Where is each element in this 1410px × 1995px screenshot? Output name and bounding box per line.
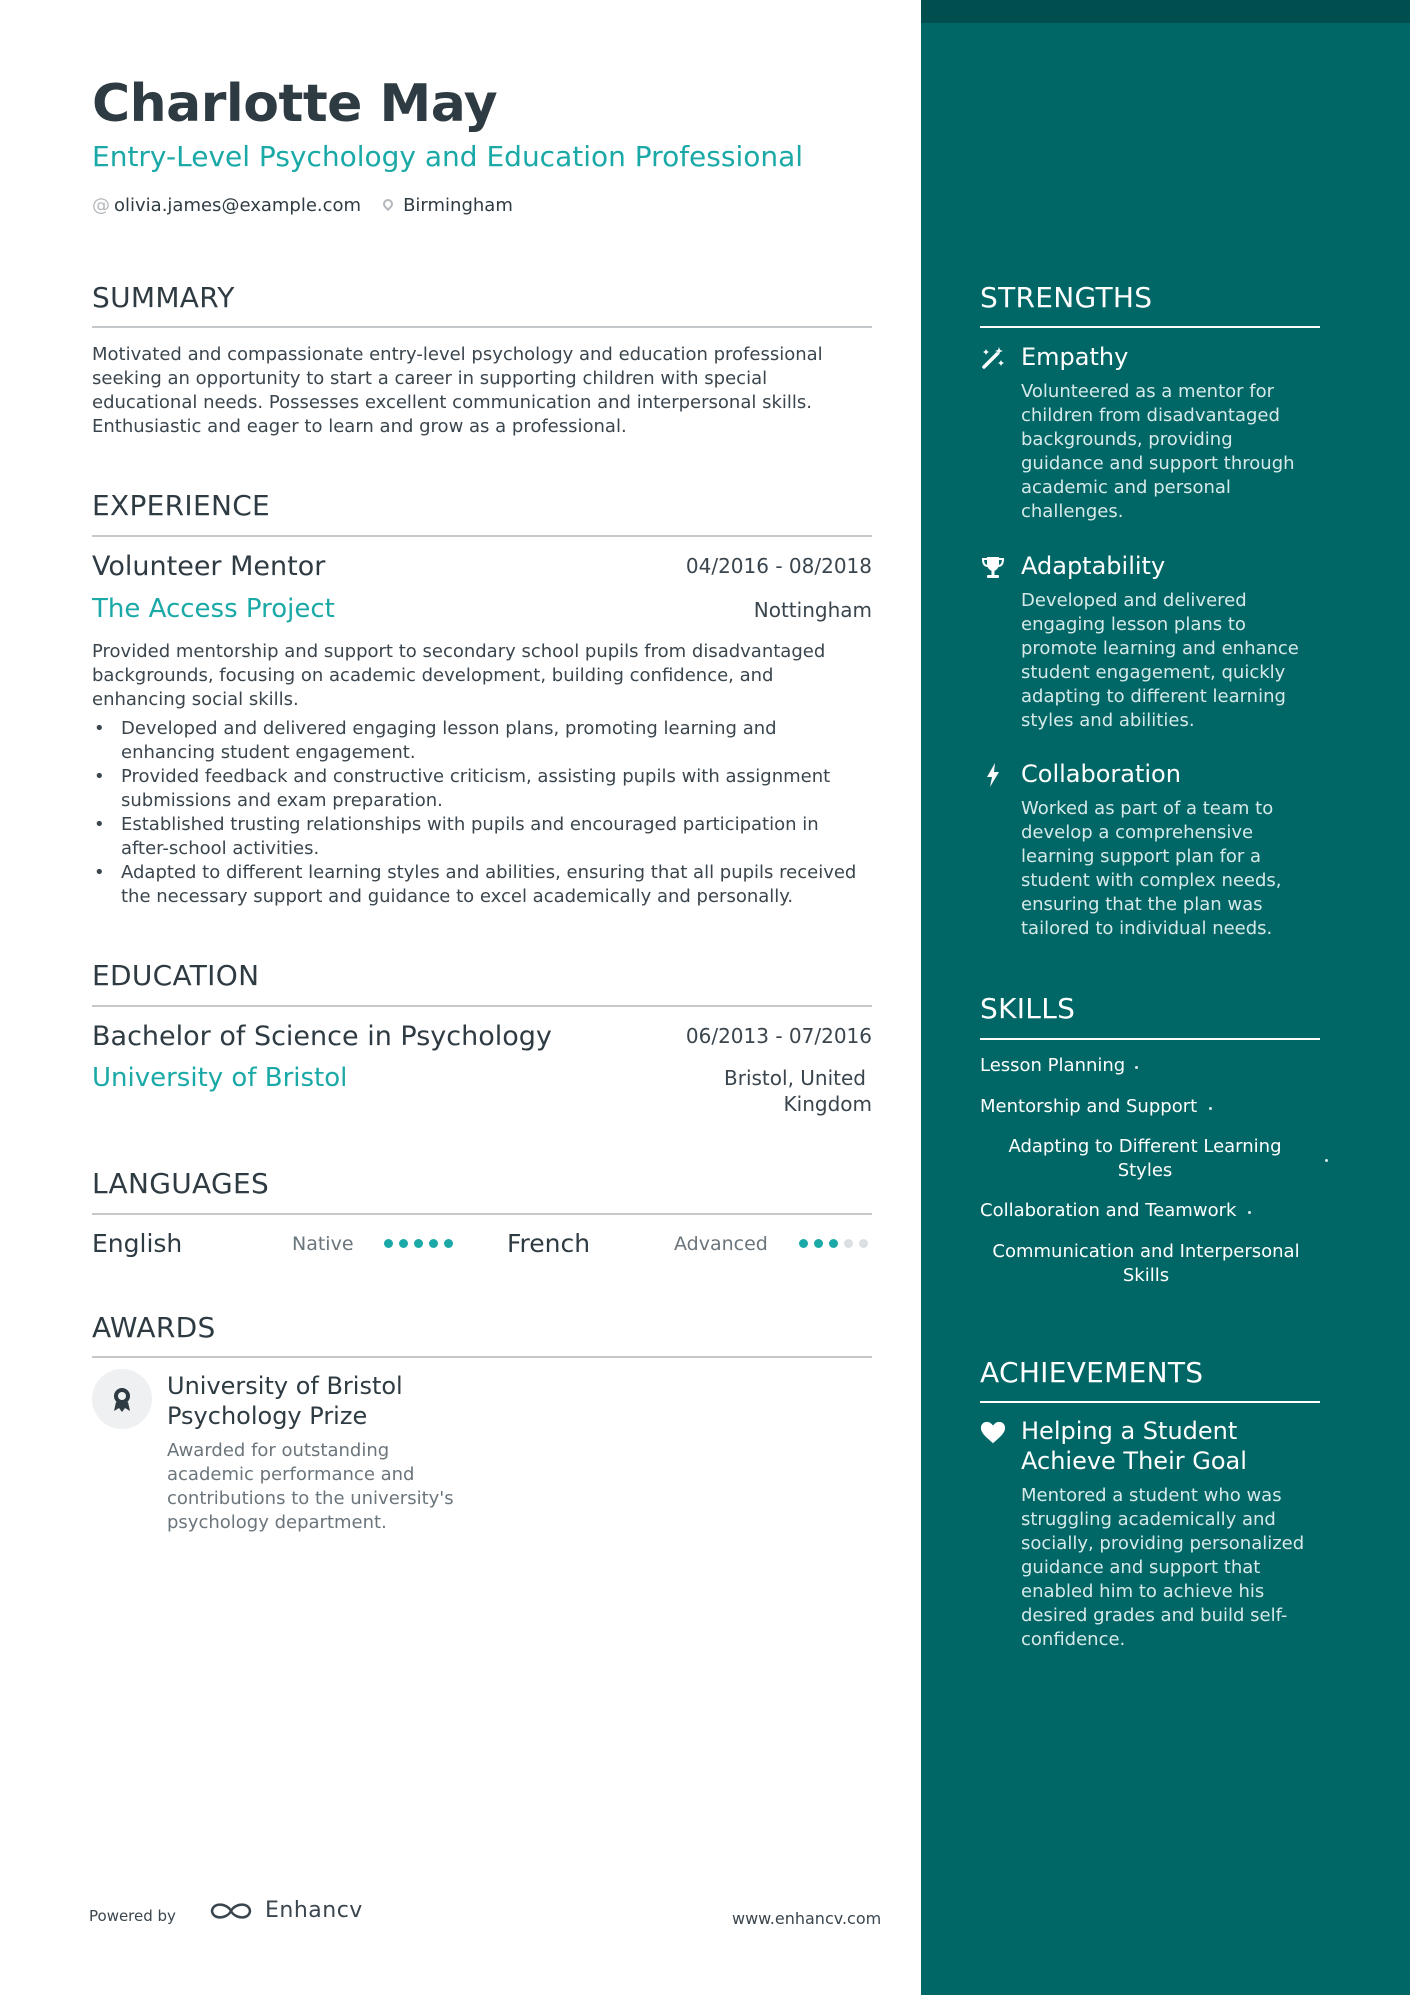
education-heading: EDUCATION	[92, 959, 260, 992]
footer-url[interactable]: www.enhancv.com	[732, 1909, 882, 1928]
contact-location: Birmingham	[403, 195, 513, 216]
skill-item: Mentorship and Support	[980, 1096, 1198, 1117]
awards-divider	[92, 1356, 872, 1358]
skill-item: Communication and Interpersonal Skills	[992, 1241, 1300, 1286]
strengths-heading: STRENGTHS	[980, 281, 1153, 314]
job-bullet: • Adapted to different learning styles and abilities, ensuring that all pupils received the necessary support and guidance to excel academically and personally.	[92, 861, 872, 909]
job-company: The Access Project	[92, 594, 335, 624]
rating-dot-filled	[799, 1239, 808, 1248]
experience-divider	[92, 535, 872, 537]
experience-heading: EXPERIENCE	[92, 489, 271, 522]
candidate-title: Entry-Level Psychology and Education Professional	[92, 140, 804, 173]
heart-icon	[980, 1420, 1006, 1446]
strength-title: Collaboration	[1021, 760, 1181, 788]
rating-dot-empty	[859, 1239, 868, 1248]
skill-separator-dot	[1135, 1066, 1138, 1069]
infinity-logo-icon	[207, 1899, 255, 1923]
strength-description: Volunteered as a mentor for children from disadvantaged backgrounds, providing guidance and support through academic and personal challenges.	[1021, 381, 1295, 522]
education-location-line2: Kingdom	[783, 1092, 872, 1116]
rating-dot-filled	[829, 1239, 838, 1248]
rating-dot-filled	[384, 1239, 393, 1248]
trophy-icon	[980, 554, 1006, 580]
summary-heading: SUMMARY	[92, 281, 235, 314]
education-location	[724, 1065, 872, 1117]
magic-wand-icon	[980, 345, 1006, 371]
job-bullet: • Established trusting relationships with pupils and encouraged participation in after-school activities.	[92, 813, 872, 861]
rating-dot-filled	[814, 1239, 823, 1248]
sidebar-top-band	[921, 0, 1410, 23]
rating-dot-filled	[399, 1239, 408, 1248]
education-divider	[92, 1005, 872, 1007]
skill-separator-dot	[1248, 1211, 1251, 1214]
language-name-french: French	[507, 1229, 591, 1258]
achievements-heading: ACHIEVEMENTS	[980, 1356, 1204, 1389]
medal-icon	[110, 1385, 134, 1413]
strengths-divider	[980, 326, 1320, 328]
rating-dot-filled	[429, 1239, 438, 1248]
education-location-line1: Bristol, United	[724, 1066, 866, 1090]
job-dates: 04/2016 - 08/2018	[685, 554, 872, 578]
footer-powered-by: Powered by	[89, 1907, 176, 1925]
contact-email[interactable]: olivia.james@example.com	[114, 195, 362, 216]
achievement-description: Mentored a student who was struggling academically and socially, providing personalized guidance and support that enabled him to achieve his desired grades and build self-confidence.	[1021, 1485, 1305, 1650]
awards-heading: AWARDS	[92, 1311, 216, 1344]
education-school: University of Bristol	[92, 1063, 348, 1093]
job-bullet: • Provided feedback and constructive criticism, assisting pupils with assignment submissions and exam preparation.	[92, 765, 872, 813]
language-rating-french	[799, 1239, 868, 1248]
candidate-name: Charlotte May	[92, 74, 498, 134]
job-location: Nottingham	[753, 598, 872, 622]
strength-description: Worked as part of a team to develop a comprehensive learning support plan for a student with complex needs, ensuring that the plan was tailored to individual needs.	[1021, 798, 1282, 939]
skill-separator-dot	[1325, 1159, 1328, 1162]
language-level-english: Native	[292, 1233, 354, 1255]
strength-title: Adaptability	[1021, 552, 1166, 580]
achievement-title: Helping a Student Achieve Their Goal	[1021, 1417, 1247, 1475]
job-bullet-list	[92, 717, 872, 909]
education-dates: 06/2013 - 07/2016	[685, 1024, 872, 1048]
strength-description: Developed and delivered engaging lesson plans to promote learning and enhance student engagement, quickly adapting to different learning styles and abilities.	[1021, 590, 1299, 731]
enhancv-logo[interactable]	[207, 1898, 363, 1923]
award-description: Awarded for outstanding academic performance and contributions to the university's psychology department.	[167, 1440, 454, 1533]
job-description: Provided mentorship and support to secondary school pupils from disadvantaged backgrounds, focusing on academic development, building confidence, and enhancing social skills.	[92, 641, 826, 710]
award-title: University of Bristol Psychology Prize	[167, 1372, 403, 1430]
summary-divider	[92, 326, 872, 328]
skills-divider	[980, 1038, 1320, 1040]
enhancv-brand-name: Enhancv	[265, 1898, 363, 1923]
achievements-divider	[980, 1401, 1320, 1403]
rating-dot-filled	[414, 1239, 423, 1248]
rating-dot-empty	[844, 1239, 853, 1248]
languages-heading: LANGUAGES	[92, 1167, 270, 1200]
award-badge	[92, 1369, 152, 1429]
language-name-english: English	[92, 1229, 183, 1258]
sidebar	[921, 0, 1410, 1995]
lightning-bolt-icon	[980, 762, 1006, 788]
skill-item: Collaboration and Teamwork	[980, 1200, 1237, 1221]
strength-title: Empathy	[1021, 343, 1129, 371]
at-sign-icon: @	[92, 195, 110, 216]
skill-item: Lesson Planning	[980, 1055, 1126, 1076]
education-degree: Bachelor of Science in Psychology	[92, 1021, 552, 1052]
skill-item: Adapting to Different Learning Styles	[1008, 1136, 1282, 1181]
language-rating-english	[384, 1239, 453, 1248]
contact-info	[92, 195, 513, 216]
job-bullet: • Developed and delivered engaging lesson plans, promoting learning and enhancing student engagement.	[92, 717, 872, 765]
skill-separator-dot	[1209, 1107, 1212, 1110]
job-title: Volunteer Mentor	[92, 551, 326, 582]
location-pin-icon	[381, 196, 395, 210]
skills-heading: SKILLS	[980, 992, 1076, 1025]
rating-dot-filled	[444, 1239, 453, 1248]
language-level-french: Advanced	[674, 1233, 768, 1255]
languages-divider	[92, 1213, 872, 1215]
summary-text: Motivated and compassionate entry-level psychology and education professional seeking an opportunity to start a career in supporting children with special educational needs. Possesses excellent communication and interpersonal skills. Enthusiastic and eager to learn and grow as a professional.	[92, 344, 823, 437]
